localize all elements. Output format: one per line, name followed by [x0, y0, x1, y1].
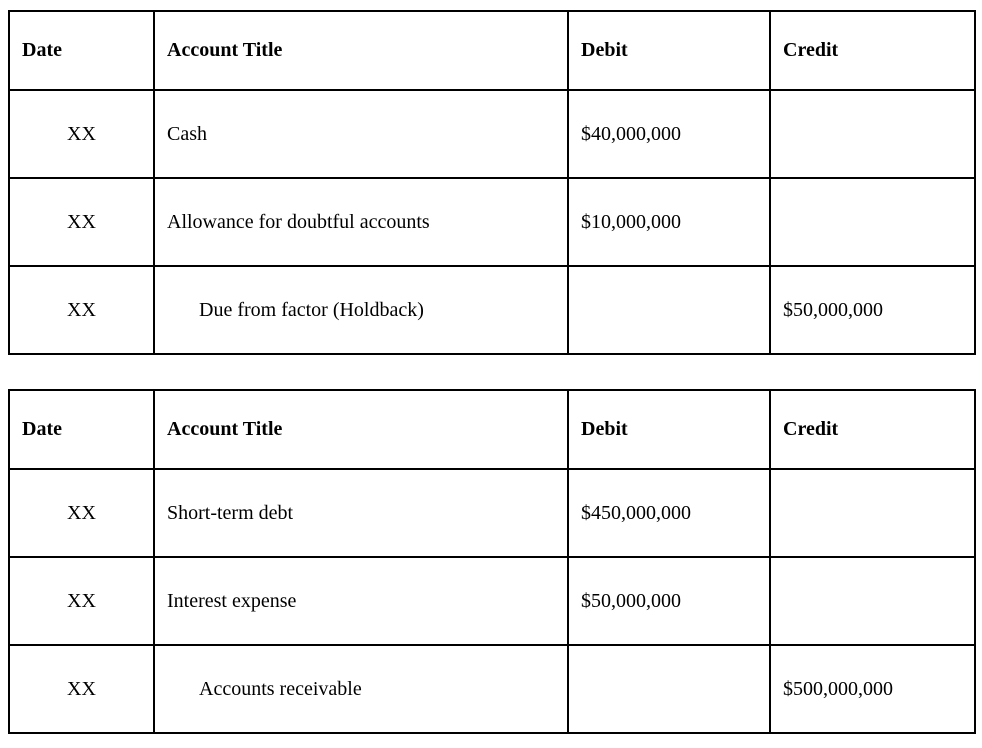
account-title-cell: Cash	[154, 90, 568, 178]
column-header-account-title: Account Title	[154, 11, 568, 90]
date-cell: XX	[9, 645, 154, 733]
column-header-account-title: Account Title	[154, 390, 568, 469]
date-cell: XX	[9, 469, 154, 557]
column-header-debit: Debit	[568, 11, 770, 90]
table-row	[9, 469, 975, 557]
table-row	[9, 90, 975, 178]
date-cell: XX	[9, 557, 154, 645]
column-header-date: Date	[9, 11, 154, 90]
table-row	[9, 178, 975, 266]
credit-cell	[770, 178, 975, 266]
journal-entry-table-2	[8, 389, 976, 734]
account-title-cell: Short-term debt	[154, 469, 568, 557]
header-row	[9, 11, 975, 90]
column-header-date: Date	[9, 390, 154, 469]
account-title-cell: Allowance for doubtful accounts	[154, 178, 568, 266]
column-header-credit: Credit	[770, 11, 975, 90]
debit-cell: $50,000,000	[568, 557, 770, 645]
debit-cell: $450,000,000	[568, 469, 770, 557]
debit-cell: $10,000,000	[568, 178, 770, 266]
date-cell: XX	[9, 90, 154, 178]
date-cell: XX	[9, 178, 154, 266]
table-row	[9, 645, 975, 733]
table-row	[9, 266, 975, 354]
account-title-cell: Due from factor (Holdback)	[154, 266, 568, 354]
debit-cell	[568, 645, 770, 733]
column-header-debit: Debit	[568, 390, 770, 469]
credit-cell: $500,000,000	[770, 645, 975, 733]
table-row	[9, 557, 975, 645]
credit-cell	[770, 557, 975, 645]
journal-entry-table-1	[8, 10, 976, 355]
date-cell: XX	[9, 266, 154, 354]
credit-cell	[770, 90, 975, 178]
account-title-cell: Accounts receivable	[154, 645, 568, 733]
column-header-credit: Credit	[770, 390, 975, 469]
header-row	[9, 390, 975, 469]
debit-cell: $40,000,000	[568, 90, 770, 178]
debit-cell	[568, 266, 770, 354]
credit-cell	[770, 469, 975, 557]
account-title-cell: Interest expense	[154, 557, 568, 645]
credit-cell: $50,000,000	[770, 266, 975, 354]
